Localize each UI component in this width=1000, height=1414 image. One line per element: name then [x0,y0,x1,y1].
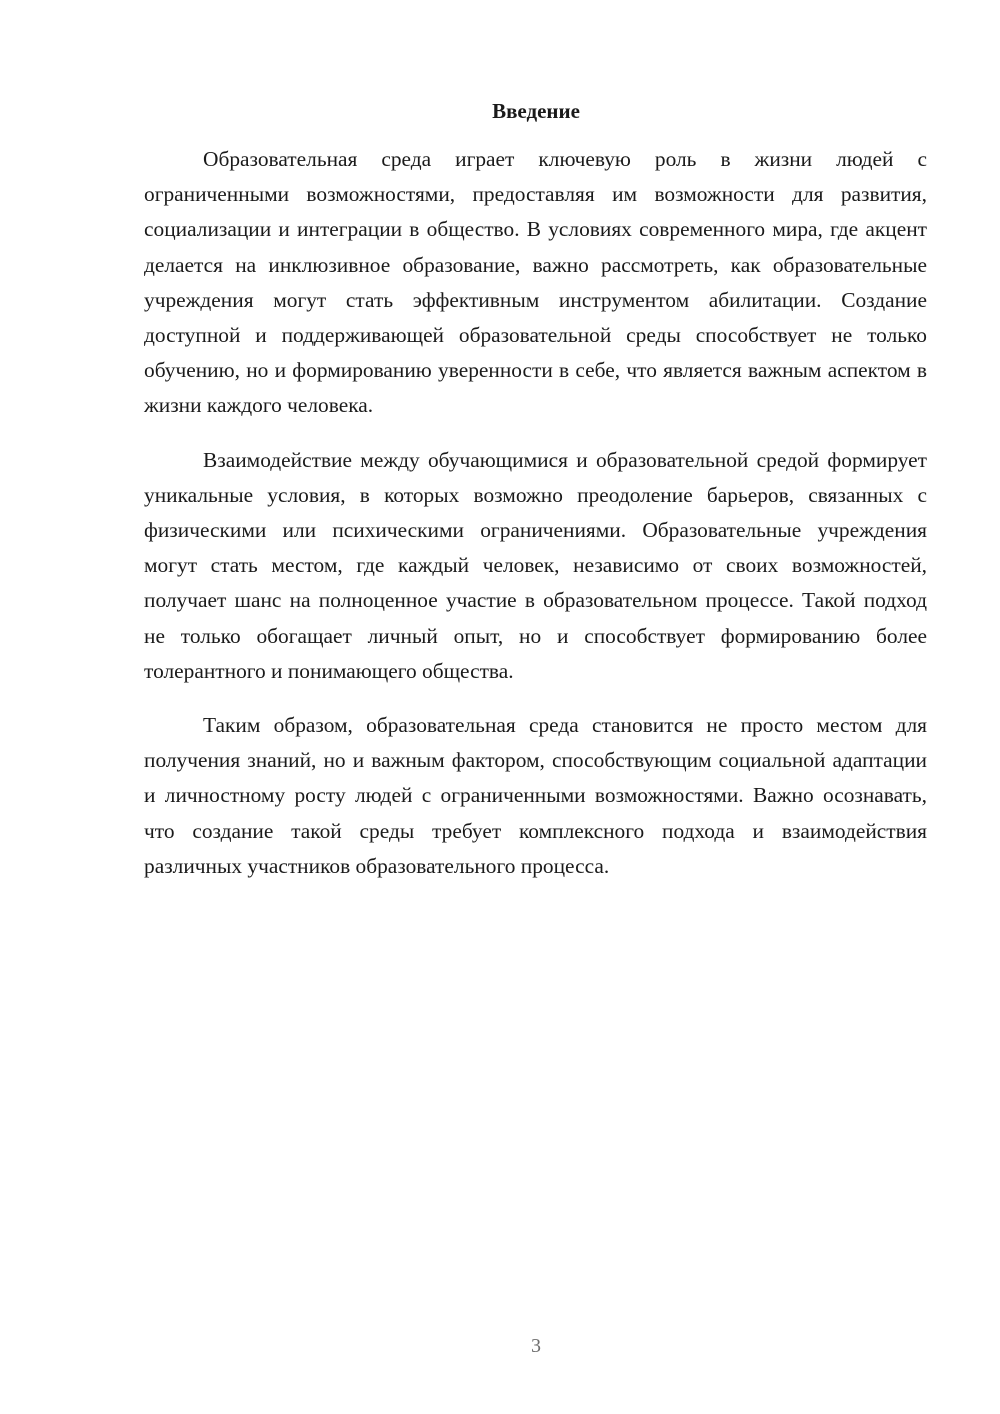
paragraph-2: Взаимодействие между обучающимися и образовательной средой формирует уникальные условия, в которых возможно преодоление барьеров, связанных с физическими или психическими ограничениями. Образовательные учреждения могут стать местом, где каждый человек, независимо от своих возможностей, получает шанс на полноценное участие в образовательном процессе. Такой подход не только обогащает личный опыт, но и способствует формированию более толерантного и понимающего общества. [144,447,927,683]
paragraph-3: Таким образом, образовательная среда становится не просто местом для получения знаний, но и важным фактором, способствующим социальной адаптации и личностному росту людей с ограниченными возможностями. Важно осознавать, что создание такой среды требует комплексного подхода и взаимодействия различных участников образовательного процесса. [144,713,927,878]
page-number: 3 [531,1335,541,1357]
paragraph-1: Образовательная среда играет ключевую роль в жизни людей с ограниченными возможностями, предоставляя им возможности для развития, социализации и интеграции в общество. В условиях современного мира, где акцент делается на инклюзивное образование, важно рассмотреть, как образовательные учреждения могут стать эффективным инструментом абилитации. Создание доступной и поддерживающей образовательной среды способствует не только обучению, но и формированию уверенности в себе, что является важным аспектом в жизни каждого человека. [144,147,927,418]
section-heading: Введение [492,99,580,123]
body-text [144,142,927,903]
